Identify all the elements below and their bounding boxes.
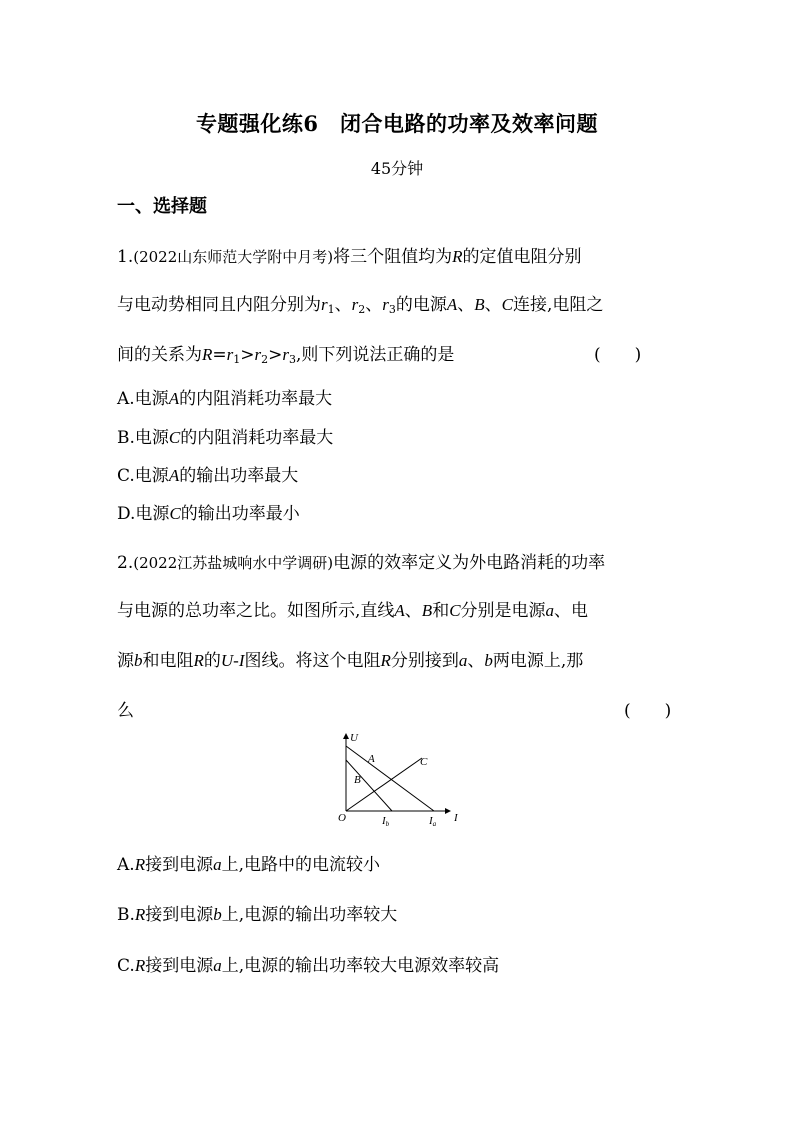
q1-option-d: D.电源C的输出功率最小 (117, 504, 300, 524)
q1-line-2: 与电动势相同且内阻分别为$r_1$、$r_2$、$r_3$的电源A、B、C连接,电阻之 (117, 295, 604, 316)
section-heading: 一、选择题 (117, 196, 207, 217)
q1-line-1: 1.(2022山东师范大学附中月考)将三个阻值均为R的定值电阻分别 (117, 247, 582, 267)
ui-graph-diagram (334, 728, 464, 828)
q2-line-1: 2.(2022江苏盐城响水中学调研)电源的效率定义为外电路消耗的功率 (117, 553, 606, 573)
page-title: 专题强化练6 闭合电路的功率及效率问题 (195, 111, 599, 136)
q1-option-b: B.电源C的内阻消耗功率最大 (117, 428, 334, 448)
label-ib: Ib (382, 815, 390, 828)
q1-line-3: 间的关系为$R=r_1>r_2>r_3$,则下列说法正确的是 (117, 345, 455, 366)
q2-answer-bracket: ( ) (624, 701, 672, 721)
label-line-b: B (354, 774, 361, 786)
q2-line-2: 与电源的总功率之比。如图所示,直线A、B和C分别是电源a、电 (117, 601, 589, 621)
q2-number: 2. (117, 553, 134, 573)
label-origin: O (338, 812, 346, 824)
label-i: I (454, 812, 458, 824)
q2-line-3: 源b和电阻R的U-I图线。将这个电阻R分别接到a、b两电源上,那 (117, 651, 584, 671)
q2-source: (2022江苏盐城响水中学调研) (133, 554, 334, 572)
label-line-a: A (368, 753, 375, 765)
q2-option-a: A.R接到电源a上,电路中的电流较小 (117, 855, 380, 875)
line-b (346, 760, 392, 811)
q2-option-b: B.R接到电源b上,电源的输出功率较大 (117, 905, 398, 925)
q2-line-4: 么 (117, 701, 134, 721)
label-line-c: C (420, 756, 428, 768)
q1-source: (2022山东师范大学附中月考) (133, 248, 334, 266)
q1-option-c: C.电源A的输出功率最大 (117, 466, 299, 486)
q1-number: 1. (117, 247, 134, 267)
q1-option-a: A.电源A的内阻消耗功率最大 (117, 389, 333, 409)
label-u: U (350, 732, 358, 744)
label-ia: Ia (429, 815, 437, 828)
q2-option-c: C.R接到电源a上,电源的输出功率较大电源效率较高 (117, 956, 500, 976)
duration-label: 45分钟 (370, 159, 424, 178)
q1-answer-bracket: ( ) (594, 345, 642, 365)
